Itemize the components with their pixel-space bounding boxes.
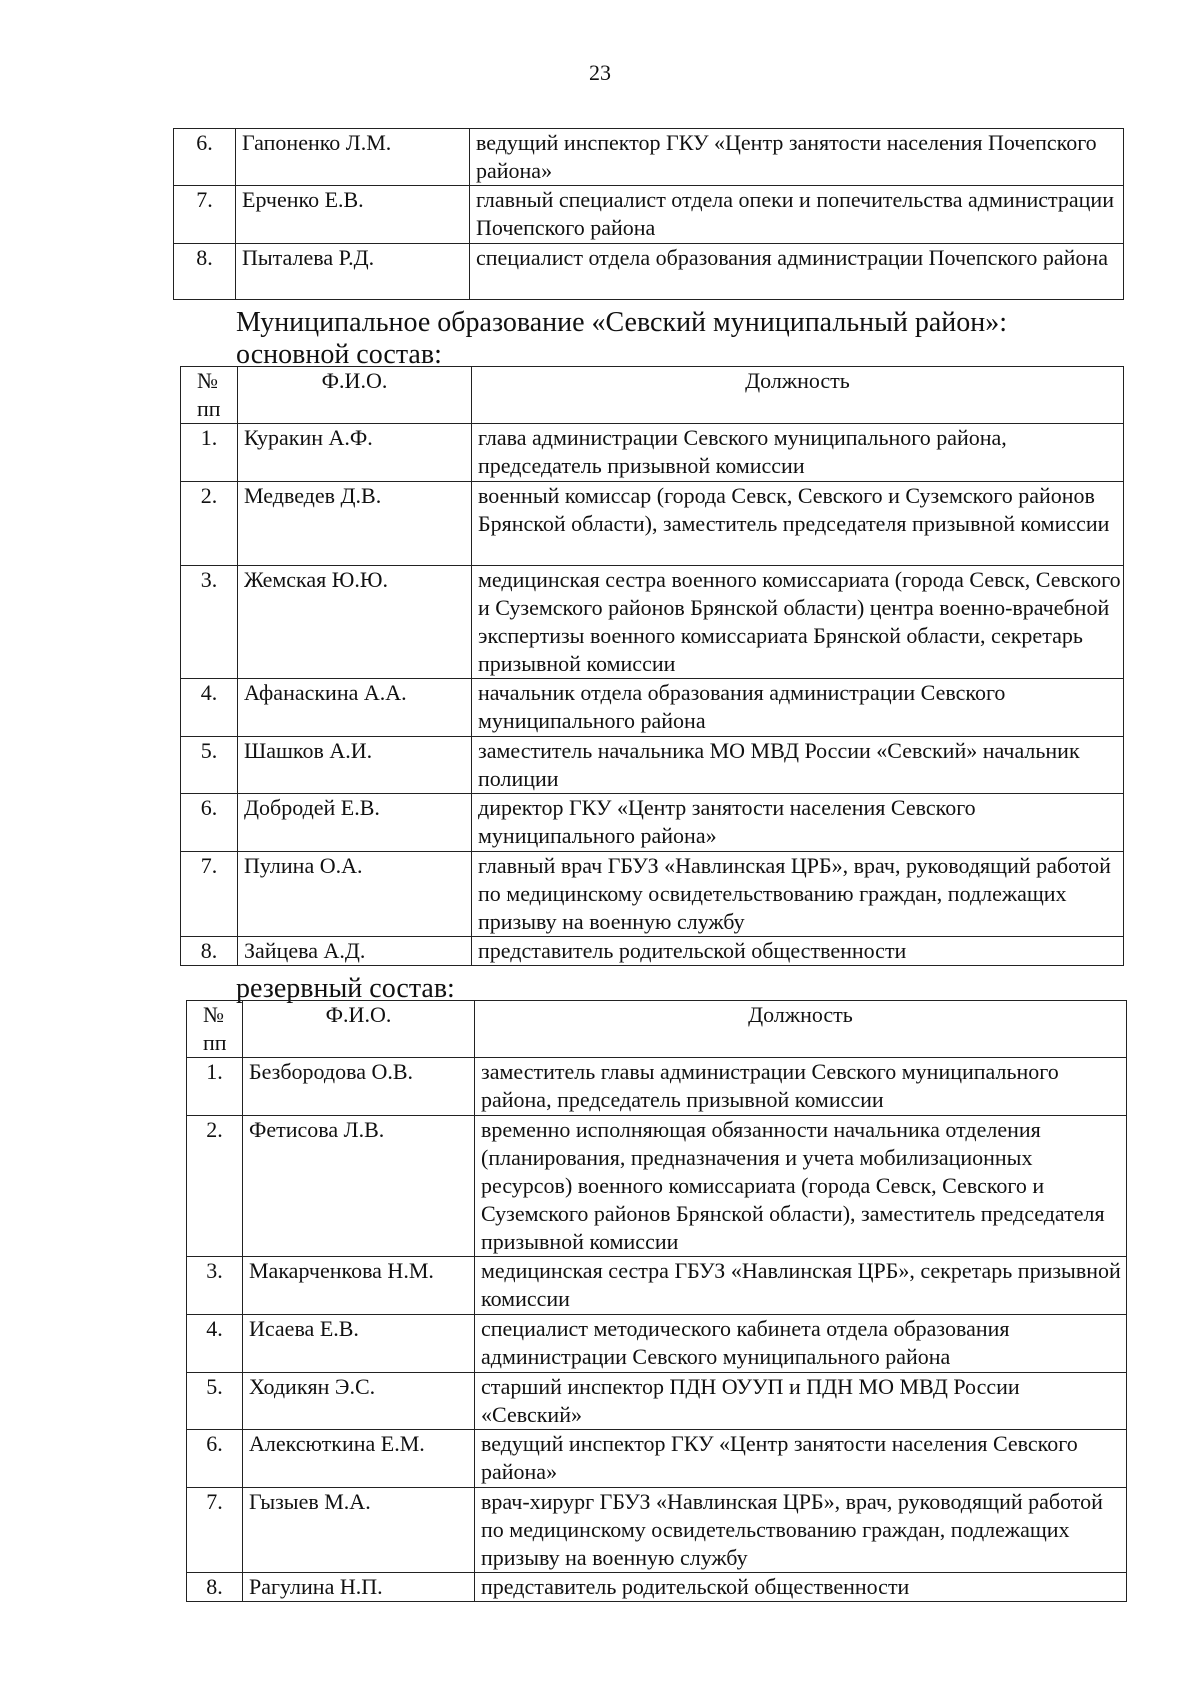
row-number: 2. bbox=[187, 1116, 243, 1257]
table-row bbox=[181, 679, 1124, 737]
person-name: Куракин А.Ф. bbox=[238, 424, 472, 482]
header-num: № пп bbox=[181, 367, 238, 424]
municipality-heading: Муниципальное образование «Севский муниципальный район»: bbox=[236, 307, 1008, 338]
person-position: заместитель главы администрации Севского муниципального района, председатель призывной комиссии bbox=[475, 1058, 1127, 1116]
page-number: 23 bbox=[589, 60, 611, 85]
person-name: Медведев Д.В. bbox=[238, 482, 472, 566]
table-row bbox=[187, 1116, 1127, 1257]
table-row bbox=[187, 1430, 1127, 1488]
person-position: главный врач ГБУЗ «Навлинская ЦРБ», врач, руководящий работой по медицинскому освидетельствованию граждан, подлежащих призыву на военную службу bbox=[472, 852, 1124, 937]
prev-section-table bbox=[173, 128, 1124, 300]
row-number: 7. bbox=[181, 852, 238, 937]
row-number: 5. bbox=[187, 1373, 243, 1430]
row-number: 3. bbox=[187, 1257, 243, 1315]
person-name: Жемская Ю.Ю. bbox=[238, 566, 472, 679]
person-position: врач-хирург ГБУЗ «Навлинская ЦРБ», врач, руководящий работой по медицинскому освидетельствованию граждан, подлежащих призыву на военную службу bbox=[475, 1488, 1127, 1573]
header-name: Ф.И.О. bbox=[243, 1001, 475, 1058]
row-number: 7. bbox=[174, 186, 236, 244]
row-number: 8. bbox=[174, 244, 236, 300]
table-row bbox=[174, 129, 1124, 186]
row-number: 3. bbox=[181, 566, 238, 679]
table-row bbox=[181, 424, 1124, 482]
person-name: Фетисова Л.В. bbox=[243, 1116, 475, 1257]
row-number: 5. bbox=[181, 737, 238, 794]
person-position: главный специалист отдела опеки и попечительства администрации Почепского района bbox=[470, 186, 1124, 244]
person-name: Макарченкова Н.М. bbox=[243, 1257, 475, 1315]
person-position: специалист методического кабинета отдела образования администрации Севского муниципального района bbox=[475, 1315, 1127, 1373]
reserve-composition-heading: резервный состав: bbox=[236, 973, 455, 1004]
header-name: Ф.И.О. bbox=[238, 367, 472, 424]
person-name: Добродей Е.В. bbox=[238, 794, 472, 852]
row-number: 6. bbox=[187, 1430, 243, 1488]
table-row bbox=[181, 482, 1124, 566]
person-position: ведущий инспектор ГКУ «Центр занятости населения Почепского района» bbox=[470, 129, 1124, 186]
person-name: Рагулина Н.П. bbox=[243, 1573, 475, 1602]
person-name: Ерченко Е.В. bbox=[236, 186, 470, 244]
person-name: Зайцева А.Д. bbox=[238, 937, 472, 966]
reserve-composition-table bbox=[186, 1000, 1127, 1602]
person-name: Исаева Е.В. bbox=[243, 1315, 475, 1373]
table-row bbox=[174, 244, 1124, 300]
row-number: 1. bbox=[187, 1058, 243, 1116]
row-number: 6. bbox=[181, 794, 238, 852]
person-name: Безбородова О.В. bbox=[243, 1058, 475, 1116]
person-position: представитель родительской общественности bbox=[472, 937, 1124, 966]
header-position: Должность bbox=[472, 367, 1124, 424]
table-row bbox=[187, 1573, 1127, 1602]
main-composition-table bbox=[180, 366, 1124, 966]
table-row bbox=[187, 1257, 1127, 1315]
main-composition-heading: основной состав: bbox=[236, 339, 442, 370]
person-name: Гызыев М.А. bbox=[243, 1488, 475, 1573]
row-number: 8. bbox=[181, 937, 238, 966]
table-row bbox=[187, 1315, 1127, 1373]
table-row bbox=[181, 937, 1124, 966]
row-number: 8. bbox=[187, 1573, 243, 1602]
table-row bbox=[181, 737, 1124, 794]
row-number: 2. bbox=[181, 482, 238, 566]
table-row bbox=[187, 1058, 1127, 1116]
person-name: Гапоненко Л.М. bbox=[236, 129, 470, 186]
row-number: 6. bbox=[174, 129, 236, 186]
person-position: военный комиссар (города Севск, Севского и Суземского районов Брянской области), заместитель председателя призывной комиссии bbox=[472, 482, 1124, 566]
row-number: 4. bbox=[181, 679, 238, 737]
person-position: медицинская сестра ГБУЗ «Навлинская ЦРБ», секретарь призывной комиссии bbox=[475, 1257, 1127, 1315]
person-position: медицинская сестра военного комиссариата (города Севск, Севского и Суземского районов Брянской области) центра военно-врачебной экспертизы военного комиссариата Брянской области, секретарь призывной комиссии bbox=[472, 566, 1124, 679]
row-number: 4. bbox=[187, 1315, 243, 1373]
row-number: 1. bbox=[181, 424, 238, 482]
header-num: № пп bbox=[187, 1001, 243, 1058]
person-position: заместитель начальника МО МВД России «Севский» начальник полиции bbox=[472, 737, 1124, 794]
table-row bbox=[181, 852, 1124, 937]
table-row bbox=[187, 1373, 1127, 1430]
table-row bbox=[181, 566, 1124, 679]
person-position: временно исполняющая обязанности начальника отделения (планирования, предназначения и учета мобилизационных ресурсов) военного комиссариата (города Севск, Севского и Суземского районов Брянской области), заместитель председателя призывной комиссии bbox=[475, 1116, 1127, 1257]
table-row bbox=[174, 186, 1124, 244]
person-name: Шашков А.И. bbox=[238, 737, 472, 794]
person-position: директор ГКУ «Центр занятости населения Севского муниципального района» bbox=[472, 794, 1124, 852]
person-position: ведущий инспектор ГКУ «Центр занятости населения Севского района» bbox=[475, 1430, 1127, 1488]
person-position: начальник отдела образования администрации Севского муниципального района bbox=[472, 679, 1124, 737]
table-row bbox=[181, 794, 1124, 852]
header-position: Должность bbox=[475, 1001, 1127, 1058]
person-name: Пыталева Р.Д. bbox=[236, 244, 470, 300]
person-position: старший инспектор ПДН ОУУП и ПДН МО МВД России «Севский» bbox=[475, 1373, 1127, 1430]
person-name: Пулина О.А. bbox=[238, 852, 472, 937]
person-position: специалист отдела образования администрации Почепского района bbox=[470, 244, 1124, 300]
person-name: Ходикян Э.С. bbox=[243, 1373, 475, 1430]
person-name: Алексюткина Е.М. bbox=[243, 1430, 475, 1488]
row-number: 7. bbox=[187, 1488, 243, 1573]
table-row bbox=[187, 1488, 1127, 1573]
person-position: глава администрации Севского муниципального района, председатель призывной комиссии bbox=[472, 424, 1124, 482]
person-name: Афанаскина А.А. bbox=[238, 679, 472, 737]
person-position: представитель родительской общественности bbox=[475, 1573, 1127, 1602]
